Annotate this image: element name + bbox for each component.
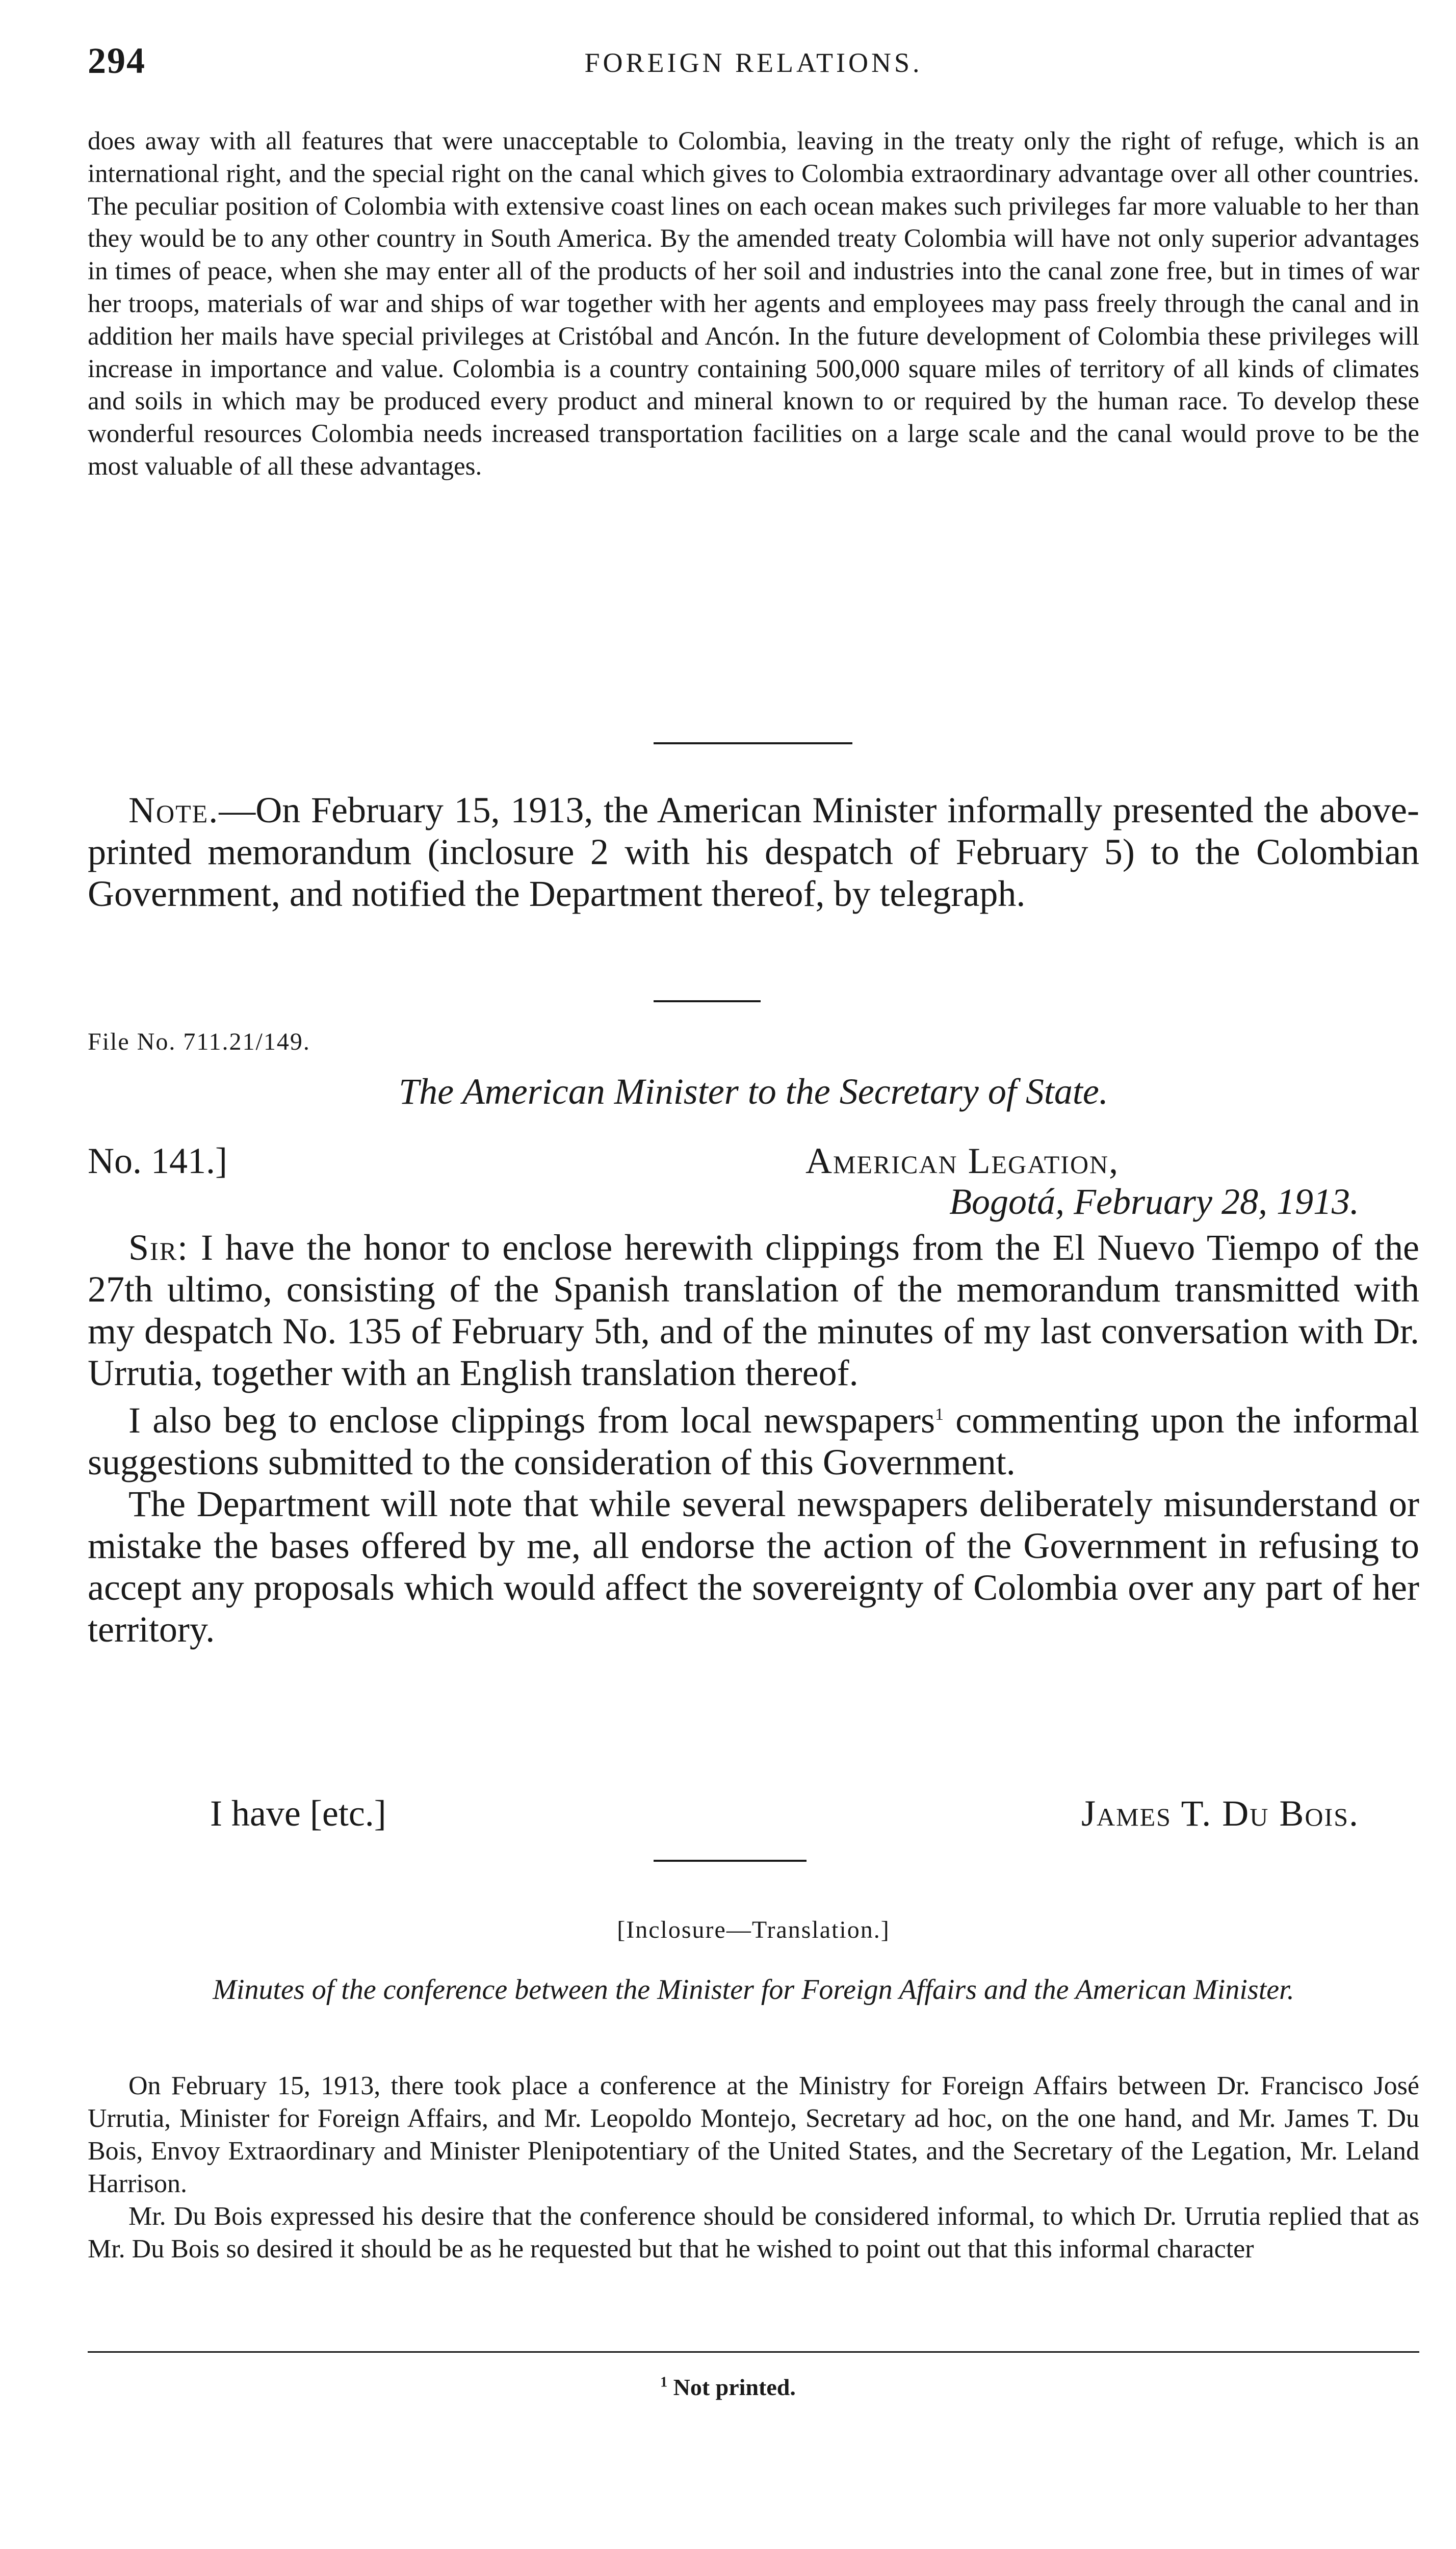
continuation-paragraph: does away with all features that were unacceptable to Colombia, leaving in the treaty only the right of refuge, which is an international right, and the special right on the canal which gives to Colombia extraordinary advantage over all other countries. The peculiar position of Colombia with extensive coast lines on each ocean makes such privileges far more valuable to her than they would be to any other country in South America. By the amended treaty Colombia will have not only superior advantages in times of peace, when she may enter all of the products of her soil and industries into the canal zone free, but in times of war her troops, materials of war and ships of war together with her agents and employees may pass freely through the canal and in addition her mails have special privileges at Cristóbal and Ancón. In the future development of Colombia these privileges will increase in importance and value. Colombia is a country containing 500,000 square miles of territory of all kinds of climates and soils in which may be produced every product and mineral known to or required by the human race. To develop these wonderful resources Colombia needs increased transportation facilities on a large scale and the canal would prove to be the most valuable of all these advantages. [88, 127, 1419, 481]
file-number: File No. 711.21/149. [88, 1028, 310, 1055]
closing: I have [etc.] [210, 1793, 386, 1834]
footnote-marker: 1 [934, 1405, 944, 1424]
despatch-number: No. 141.] [88, 1140, 227, 1181]
section-rule [654, 1860, 807, 1862]
footnote-text: Not printed. [673, 2374, 796, 2400]
inclosure-paragraph-2: Mr. Du Bois expressed his desire that the conference should be considered informal, to which Dr. Urrutia replied that as Mr. Du Bois so desired it should be as he requested but that he wished to point out that this informal character [88, 2202, 1419, 2264]
page-number: 294 [88, 40, 146, 81]
salutation: Sir: [128, 1227, 189, 1268]
footnote-rule [88, 2351, 1419, 2353]
letter-paragraph-2 [88, 1394, 1419, 1483]
dateline: Bogotá, February 28, 1913. [949, 1181, 1359, 1222]
footnote [0, 2374, 1456, 2401]
note-text: —On February 15, 1913, the American Minister informally presented the above-printed memorandum (inclosure 2 with his despatch of February 5) to the Colombian Government, and notified the Department thereof, by telegraph. [88, 790, 1419, 914]
letter-paragraph-text: I have the honor to enclose herewith clippings from the El Nuevo Tiempo of the 27th ultimo, consisting of the Spanish translation of the memorandum transmitted with my despatch No. 135 of February 5th, and of the minutes of my last conversation with Dr. Urrutia, together with an English translation thereof. [88, 1227, 1420, 1393]
letter-paragraph-text: commenting upon the informal suggestions submitted to the consideration of this Government. [88, 1400, 1420, 1482]
running-head: FOREIGN RELATIONS. [584, 47, 923, 78]
letter-paragraph-1 [88, 1227, 1419, 1394]
letter-paragraph-text: I also beg to enclose clippings from local newspapers [128, 1400, 935, 1441]
footnote-number: 1 [660, 2374, 668, 2390]
section-rule [654, 1000, 761, 1002]
letter-paragraph-3: The Department will note that while several newspapers deliberately misunderstand or mistake the bases offered by me, all endorse the action of the Government in refusing to accept any proposals which would affect the sovereignty of Colombia over any part of her territory. [88, 1484, 1419, 1650]
inclosure-paragraph-1: On February 15, 1913, there took place a conference at the Ministry for Foreign Affairs between Dr. Francisco José Urrutia, Minister for Foreign Affairs, and Mr. Leopoldo Montejo, Secretary ad hoc, on the one hand, and Mr. James T. Du Bois, Envoy Extraordinary and Minister Plenipotentiary of the United States, and the Secretary of the Legation, Mr. Leland Harrison. [88, 2071, 1419, 2198]
section-rule [654, 742, 852, 744]
legation-place: American Legation, [805, 1140, 1120, 1181]
inclosure-title: Minutes of the conference between the Minister for Foreign Affairs and the American Minister. [213, 1974, 1294, 2006]
note-paragraph [88, 789, 1419, 915]
note-label: Note. [128, 790, 219, 830]
inclosure-body [88, 2070, 1419, 2266]
signature: James T. Du Bois. [1081, 1793, 1359, 1834]
page-header [88, 40, 1419, 96]
inclosure-heading: [Inclosure—Translation.] [617, 1916, 890, 1943]
letter-title: The American Minister to the Secretary of State. [399, 1071, 1108, 1112]
letter-body [88, 1227, 1419, 1650]
